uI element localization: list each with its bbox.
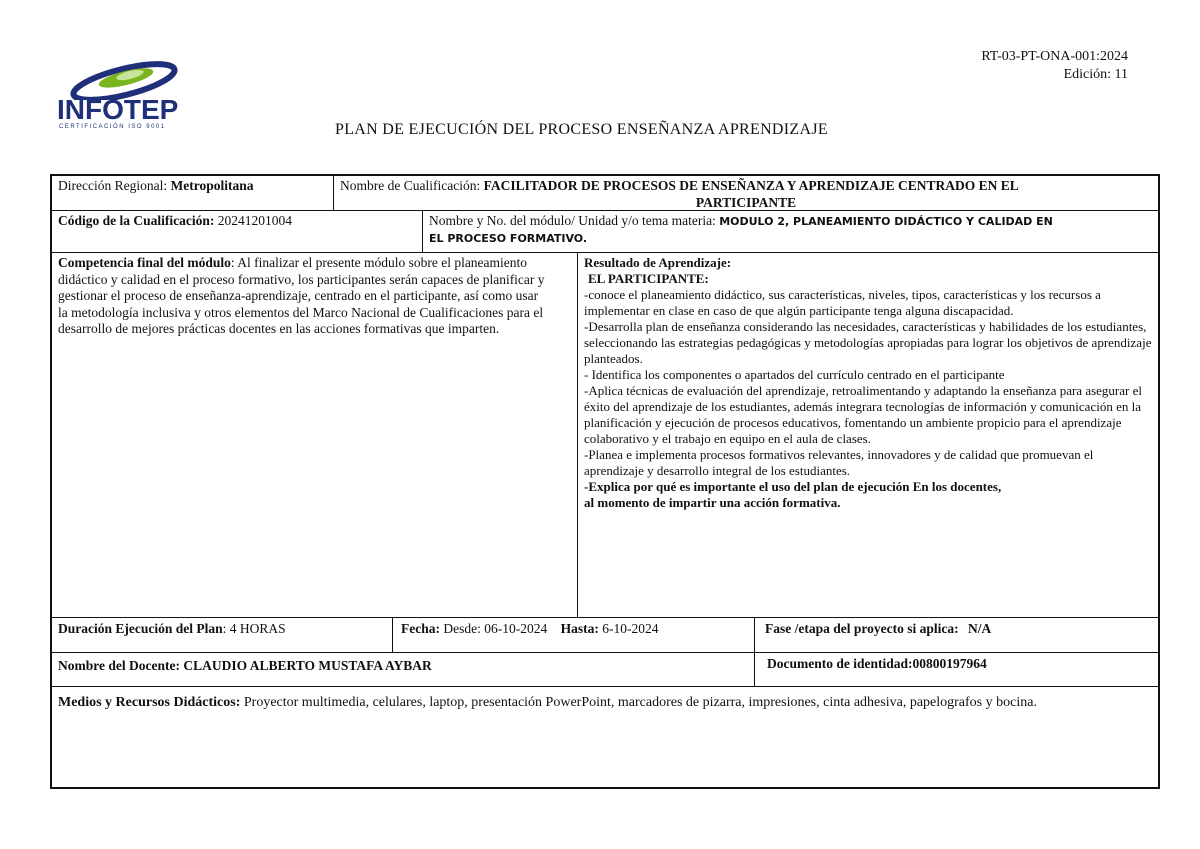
date-from: Desde: 06-10-2024 — [443, 621, 548, 636]
learning-result-bold-item: -Explica por qué es importante el uso del plan de ejecución En los docentes, — [584, 479, 1002, 494]
duration-value: : 4 HORAS — [222, 621, 286, 636]
row-code-module — [52, 211, 1158, 253]
region-value: Metropolitana — [170, 178, 254, 193]
learning-result-item: - Identifica los componentes o apartados del currículo centrado en el participante — [584, 367, 1005, 382]
qualification-code-cell — [52, 211, 422, 252]
learning-result-subtitle: EL PARTICIPANTE: — [588, 271, 709, 286]
duration-label: Duración Ejecución del Plan — [58, 621, 223, 636]
module-value-line2: EL PROCESO FORMATIVO. — [429, 231, 588, 245]
learning-result-item: -Planea e implementa procesos formativos relevantes, innovadores y de calidad que promuevan el aprendizaje y desarrollo integral de los estudiantes. — [584, 447, 1094, 478]
phase-label: Fase /etapa del proyecto si aplica: — [765, 621, 959, 636]
row-duration-dates — [52, 618, 1158, 653]
page-title: PLAN DE EJECUCIÓN DEL PROCESO ENSEÑANZA APRENDIZAJE — [335, 121, 828, 138]
region-label: Dirección Regional: — [58, 178, 168, 193]
module-value: MODULO 2, PLANEAMIENTO DIDÁCTICO Y CALIDAD EN — [719, 215, 1053, 228]
learning-result-item: -Desarrolla plan de enseñanza considerando las necesidades, características y habilidades de los estudiantes, seleccionando las estrategias pedagógicas y metodologías apropiadas para lograr los objetivos de aprendizaje planteados. — [584, 319, 1152, 366]
infotep-logo — [54, 60, 204, 132]
region-cell — [52, 176, 333, 210]
resources-value: Proyector multimedia, celulares, laptop, presentación PowerPoint, marcadores de pizarra, impresiones, cinta adhesiva, papelografos y bocina. — [243, 695, 1037, 710]
qualification-value: FACILITADOR DE PROCESOS DE ENSEÑANZA Y APRENDIZAJE CENTRADO EN EL — [483, 178, 1019, 193]
row-competency-result — [52, 253, 1158, 618]
logo-wordmark: INFOTEP — [57, 94, 179, 125]
teacher-cell — [52, 653, 754, 686]
document-edition: Edición: 11 — [1063, 67, 1128, 82]
competency-cell — [52, 253, 577, 617]
id-cell — [754, 653, 1158, 686]
learning-result-item: -conoce el planeamiento didáctico, sus características, niveles, tipos, características y los recursos a implementar en clase en caso de que algún participante tenga alguna discapacidad. — [584, 287, 1101, 318]
duration-cell — [52, 618, 392, 652]
teacher-label: Nombre del Docente: — [58, 658, 180, 673]
document-code: RT-03-PT-ONA-001:2024 — [981, 49, 1128, 64]
resources-label: Medios y Recursos Didácticos: — [58, 695, 241, 710]
learning-result-cell — [577, 253, 1158, 617]
id-value: 00800197964 — [912, 656, 987, 671]
date-to: 6-10-2024 — [602, 621, 659, 636]
id-label: Documento de identidad: — [767, 656, 913, 671]
plan-table — [50, 174, 1160, 789]
module-label: Nombre y No. del módulo/ Unidad y/o tema materia: — [429, 213, 716, 228]
qualification-cell — [333, 176, 1158, 210]
logo-tagline: CERTIFICACIÓN ISO 9001 — [59, 124, 166, 130]
date-label: Fecha: — [401, 621, 440, 636]
teacher-name: CLAUDIO ALBERTO MUSTAFA AYBAR — [183, 658, 432, 673]
phase-cell — [754, 618, 1158, 652]
module-cell — [422, 211, 1158, 252]
competency-text: : Al finalizar el presente módulo sobre el planeamiento didáctico y calidad en el proceso formativo, los participantes serán capaces de planificar y gestionar el proceso de enseñanza-aprendizaje, centrado en el participante, así como usar la metodología inclusiva y otros elementos del Marco Nacional de Cualificaciones para el desarrollo de mejores prácticas docentes en las acciones formativas que imparten. — [58, 255, 545, 336]
competency-label: Competencia final del módulo — [58, 255, 231, 270]
date-to-label: Hasta: — [560, 621, 599, 636]
resources-cell — [52, 687, 1158, 787]
row-region-qualification — [52, 176, 1158, 211]
qualification-code-label: Código de la Cualificación: — [58, 213, 215, 228]
learning-result-bold-item-line2: al momento de impartir una acción formativa. — [584, 495, 841, 510]
row-resources — [52, 687, 1158, 787]
row-teacher — [52, 653, 1158, 687]
learning-result-label: Resultado de Aprendizaje: — [584, 255, 732, 270]
qualification-code-value: 20241201004 — [217, 213, 293, 228]
learning-result-item: -Aplica técnicas de evaluación del aprendizaje, retroalimentando y adaptando la enseñanza para asegurar el éxito del aprendizaje de los estudiantes, además integrara tecnologías de información y comunicación en la planificación y ejecución de procesos educativos, fomentando un ambiente propicio para el aprendizaje colaborativo y el trabajo en equipo en el aula de clases. — [584, 383, 1142, 446]
dates-cell — [392, 618, 754, 652]
qualification-value-line2: PARTICIPANTE — [695, 194, 797, 210]
document-code-block — [981, 48, 1128, 84]
qualification-label: Nombre de Cualificación: — [340, 178, 481, 193]
phase-value: N/A — [967, 621, 992, 636]
